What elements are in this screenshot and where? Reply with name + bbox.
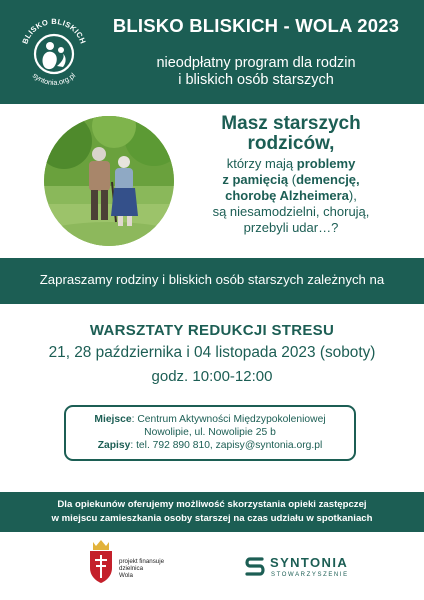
svg-text:BLISKO BLISKICH (20, 17, 87, 45)
invite-text: Zapraszamy rodziny i bliskich osób starszych zależnych na (39, 272, 385, 287)
funding-line1: projekt finansuje (119, 558, 165, 565)
question-line2-mid: ( (288, 172, 297, 187)
question-line1-bold: problemy (296, 156, 356, 171)
syntonia-logo (244, 555, 349, 584)
logo-text-top: BLISKO BLISKICH (20, 16, 88, 46)
question-line1 (180, 156, 402, 172)
question-line2-bold-a: z pamięcią (222, 172, 289, 187)
workshop-time: godz. 10:00-12:00 (151, 368, 273, 385)
funding-note (119, 558, 164, 579)
blisko-bliskich-logo (14, 12, 94, 92)
question-line5: przebyli udar…? (243, 220, 339, 235)
question-body (180, 156, 402, 236)
logo-text-bottom: syntonia.org.pl (30, 70, 78, 88)
funding-line3: Wola (119, 572, 133, 579)
question-line4: są niesamodzielni, chorują, (212, 204, 370, 219)
workshop-title: WARSZTATY REDUKCJI STRESU (89, 322, 335, 339)
syntonia-name: SYNTONIA (270, 555, 349, 570)
location-box (64, 405, 356, 461)
location-place-value: : Centrum Aktywności Międzypokoleniowej (131, 414, 326, 425)
header-subtitle-line1: nieodpłatny program dla rodzin (156, 55, 356, 71)
syntonia-subtitle: STOWARZYSZENIE (271, 572, 349, 578)
question-line2 (180, 172, 402, 188)
location-place (66, 413, 354, 426)
care-line1: Dla opiekunów oferujemy możliwość skorzystania opieki zastępczej (57, 499, 367, 510)
invite-band (0, 258, 424, 304)
location-signup-value: : tel. 792 890 810, zapisy@syntonia.org.pl (130, 440, 323, 451)
header-band (0, 0, 424, 104)
workshop-dates: 21, 28 października i 04 listopada 2023 (soboty) (48, 344, 376, 361)
question-line1-text: którzy mają (226, 156, 297, 171)
header-subtitle-line2: i bliskich osób starszych (178, 72, 334, 88)
question-line2-bold-b: demencję, (296, 172, 360, 187)
header-subtitle (100, 55, 412, 89)
question-line3-end: ), (348, 188, 357, 203)
wola-crest (88, 538, 114, 584)
syntonia-mark-icon (244, 555, 266, 579)
elderly-couple-photo (44, 116, 174, 246)
care-band (0, 492, 424, 532)
location-signup-label: Zapisy (97, 440, 131, 451)
question-title-line1: Masz starszych (221, 113, 361, 134)
location-place-label: Miejsce (94, 414, 132, 425)
question-block (180, 114, 402, 236)
question-line3-bold: chorobę Alzheimera (225, 188, 349, 203)
question-line3 (180, 188, 402, 204)
care-line2: w miejscu zamieszkania osoby starszej na czas udziału w spotkaniach (51, 513, 373, 524)
header-title: BLISKO BLISKICH - WOLA 2023 (112, 15, 400, 36)
location-signup (66, 439, 354, 452)
location-address: Nowolipie, ul. Nowolipie 25 b (144, 427, 276, 438)
question-title-line2: rodziców, (247, 133, 335, 154)
question-title (180, 114, 402, 154)
funding-line2: dzielnica (119, 565, 144, 572)
